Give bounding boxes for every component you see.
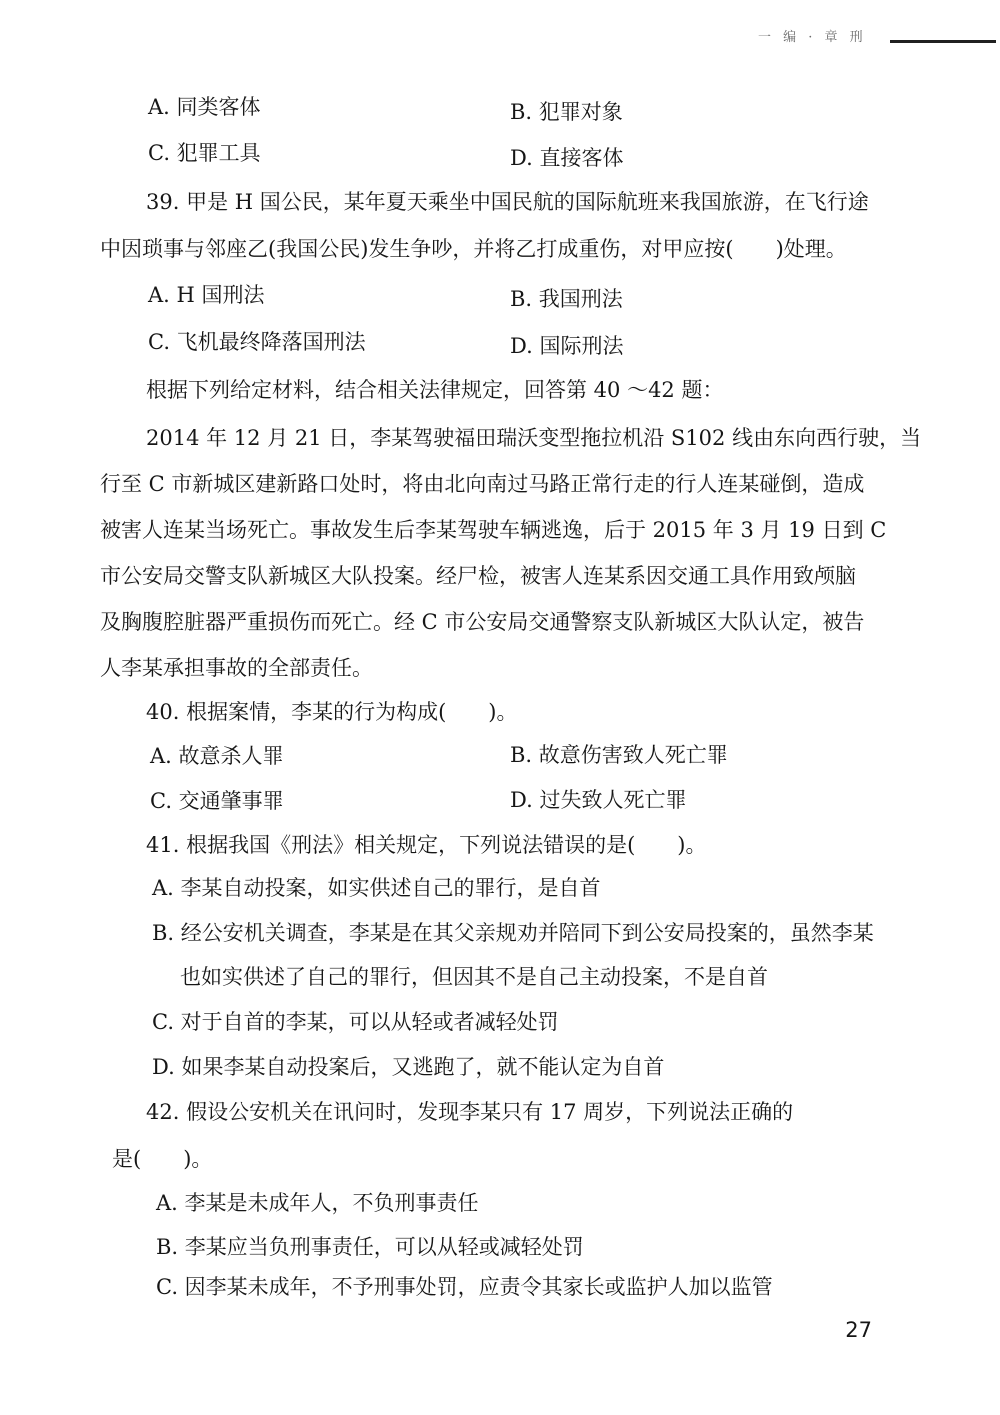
q42-stem-line-1: 42. 假设公安机关在讯问时，发现李某只有 17 周岁，下列说法正确的 — [146, 1100, 794, 1124]
q41-option-a: A. 李某自动投案，如实供述自己的罪行，是自首 — [152, 876, 601, 900]
q39-option-d: D. 国际刑法 — [510, 334, 624, 358]
q42-option-c: C. 因李某未成年，不予刑事处罚，应责令其家长或监护人加以监管 — [156, 1275, 773, 1299]
q41-option-b-line-1: B. 经公安机关调查，李某是在其父亲规劝并陪同下到公安局投案的，虽然李某 — [152, 921, 874, 945]
material-intro: 根据下列给定材料，结合相关法律规定，回答第 40 ～42 题： — [146, 378, 724, 402]
page-number: 27 — [845, 1318, 872, 1342]
q38-option-c: C. 犯罪工具 — [148, 141, 261, 165]
running-header: 一 编 · 章 刑 — [758, 30, 867, 45]
q38-option-b: B. 犯罪对象 — [510, 100, 623, 124]
material-line-3: 被害人连某当场死亡。事故发生后李某驾驶车辆逃逸，后于 2015 年 3 月 19 日到 C — [100, 518, 887, 542]
q38-option-a: A. 同类客体 — [148, 95, 261, 119]
q39-stem-line-2: 中因琐事与邻座乙(我国公民)发生争吵，并将乙打成重伤，对甲应按( )处理。 — [100, 237, 847, 261]
q42-stem-line-2: 是( )。 — [112, 1147, 213, 1171]
q40-option-d: D. 过失致人死亡罪 — [510, 788, 687, 812]
q39-option-a: A. H 国刑法 — [148, 283, 265, 307]
q39-option-b: B. 我国刑法 — [510, 287, 623, 311]
material-line-5: 及胸腹腔脏器严重损伤而死亡。经 C 市公安局交通警察支队新城区大队认定，被告 — [100, 610, 865, 634]
material-line-4: 市公安局交警支队新城区大队投案。经尸检，被害人连某系因交通工具作用致颅脑 — [100, 564, 856, 588]
header-rule — [890, 40, 996, 43]
q42-option-b: B. 李某应当负刑事责任，可以从轻或减轻处罚 — [156, 1235, 584, 1259]
q41-stem: 41. 根据我国《刑法》相关规定，下列说法错误的是( )。 — [146, 833, 707, 857]
q42-option-a: A. 李某是未成年人，不负刑事责任 — [156, 1191, 479, 1215]
q39-option-c: C. 飞机最终降落国刑法 — [148, 330, 366, 354]
q38-option-d: D. 直接客体 — [510, 146, 624, 170]
material-line-1: 2014 年 12 月 21 日，李某驾驶福田瑞沃变型拖拉机沿 S102 线由东向西行驶，当 — [146, 426, 922, 450]
q39-stem-line-1: 39. 甲是 H 国公民，某年夏天乘坐中国民航的国际航班来我国旅游，在飞行途 — [146, 190, 869, 214]
q40-option-c: C. 交通肇事罪 — [150, 789, 284, 813]
material-line-2: 行至 C 市新城区建新路口处时，将由北向南过马路正常行走的行人连某碰倒，造成 — [100, 472, 865, 496]
q41-option-d: D. 如果李某自动投案后，又逃跑了，就不能认定为自首 — [152, 1055, 665, 1079]
q40-option-b: B. 故意伤害致人死亡罪 — [510, 743, 728, 767]
q41-option-c: C. 对于自首的李某，可以从轻或者减轻处罚 — [152, 1010, 559, 1034]
q40-option-a: A. 故意杀人罪 — [150, 744, 284, 768]
q40-stem: 40. 根据案情，李某的行为构成( )。 — [146, 700, 518, 724]
material-line-6: 人李某承担事故的全部责任。 — [100, 656, 373, 680]
q41-option-b-line-2: 也如实供述了自己的罪行，但因其不是自己主动投案，不是自首 — [180, 965, 768, 989]
